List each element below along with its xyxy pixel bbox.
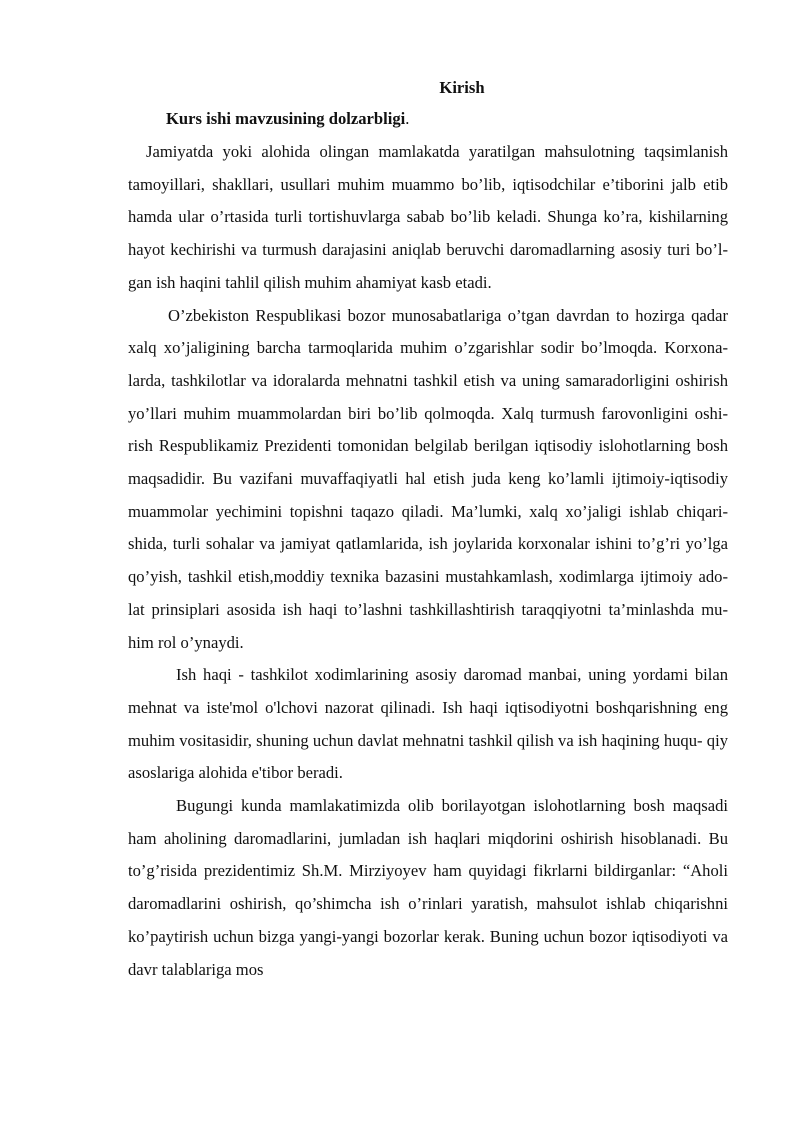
page-title: Kirish [439, 78, 485, 97]
section-subtitle-text: Kurs ishi mavzusining dolzarbligi [166, 109, 406, 128]
paragraph-1: Jamiyatda yoki alohida olingan mamlakatda yaratilgan mahsulotning taqsimlanish tamoyillari, shakllari, usullari muhim muammo bo’lib, iqtisodchilar e’tiborini jalb etib hamda ular o’rtasida turli tortishuvlarga sabab bo’lib keladi. Shunga ko’ra, kishilarning hayot kechirishi va turmush darajasini aniqlab beruvchi daromadlarning asosiy turi bo’l- gan ish haqini tahlil qilish muhim ahamiyat kasb etadi. [128, 142, 728, 292]
document-page [128, 74, 728, 986]
paragraph-3: Ish haqi - tashkilot xodimlarining asosiy daromad manbai, uning yordami bilan mehnat va iste'mol o'lchovi nazorat qilinadi. Ish haqi iqtisodiyotni boshqarishning eng muhim vositasidir, shuning uchun davlat mehnatni tashkil qilish va ish haqining huqu- qiy asoslariga alohida e'tibor beradi. [128, 665, 728, 783]
paragraph-2: O’zbekiston Respublikasi bozor munosabatlariga o’tgan davrdan to hozirga qadar xalq xo’jaligining barcha tarmoqlarida muhim o’zgarishlar sodir bo’lmoqda. Korxona- larda, tashkilotlar va idoralarda mehnatni tashkil etish va uning samaradorligini oshirish yo’llari muhim muammolardan biri bo’lib qolmoqda. Xalq turmush farovonligini oshi- rish Respublikamiz Prezidenti tomonidan belgilab berilgan iqtisodiy islohotlarning bosh maqsadidir. Bu vazifani muvaffaqiyatli hal etish juda keng ko’lamli ijtimoiy-iqtisodiy muammolar yechimini topishni taqazo qiladi. Ma’lumki, xalq xo’jaligi ishlab chiqari- shida, turli sohalar va jamiyat qatlamlarida, ish joylarida korxonalar ishini to’g’ri yo’lga qo’yish, tashkil etish,moddiy texnika bazasini mustahkamlash, xodimlarga ijtimoiy ado- lat prinsiplari asosida ish haqi to’lashni tashkillashtirish taraqqiyotni ta’minlashda mu- him rol o’ynaydi. [128, 305, 728, 652]
section-subtitle [128, 102, 728, 136]
section-subtitle-punct: . [405, 109, 410, 128]
paragraph-4: Bugungi kunda mamlakatimizda olib borilayotgan islohotlarning bosh maqsadi ham aholining daromadlarini, jumladan ish haqlari miqdorini oshirish hisoblanadi. Bu to’g’risida prezidentimiz Sh.M. Mirziyoyev ham quyidagi fikrlarni bildirganlar: “Aholi daromadlarini oshirish, qo’shimcha ish o’rinlari yaratish, mahsulot ishlab chiqarishni ko’paytirish uchun bizga yangi-yangi bozorlar kerak. Buning uchun bozor iqtisodiyoti va davr talablariga mos [128, 796, 728, 979]
